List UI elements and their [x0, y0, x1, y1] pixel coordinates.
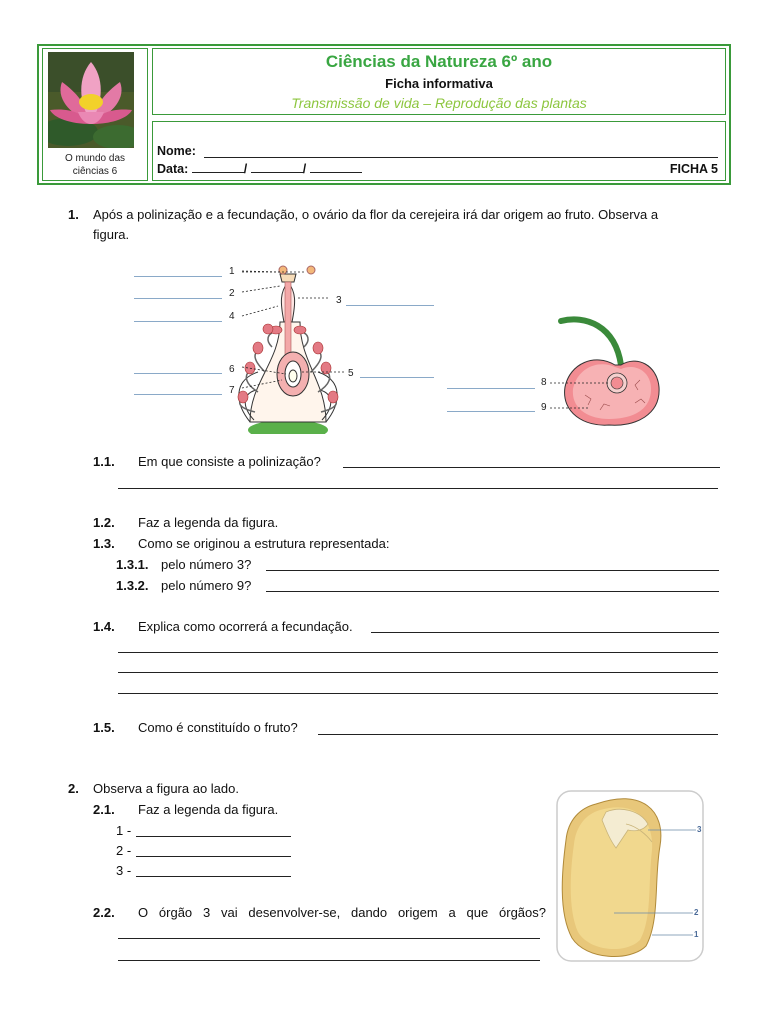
flower-label-1: 1	[229, 266, 235, 277]
flower-blank-2[interactable]	[134, 298, 222, 299]
question-1-2-text: Faz a legenda da figura.	[138, 515, 279, 530]
seed-label-1: 1	[694, 930, 699, 939]
answer-line-1-4c[interactable]	[118, 672, 718, 673]
answer-line-1-4a[interactable]	[371, 632, 719, 633]
flower-label-4: 4	[229, 311, 235, 322]
question-1-5-text: Como é constituído o fruto?	[138, 720, 298, 735]
fruit-label-8: 8	[541, 377, 547, 388]
flower-label-7: 7	[229, 385, 235, 396]
answer-line-2-2a[interactable]	[118, 938, 540, 939]
flower-label-2: 2	[229, 288, 235, 299]
flower-blank-7[interactable]	[134, 394, 222, 395]
answer-line-1-3-1[interactable]	[266, 570, 719, 571]
fruit-leader-lines	[550, 378, 620, 414]
question-1-1-text: Em que consiste a polinização?	[138, 454, 321, 469]
fruit-blank-9[interactable]	[447, 411, 535, 412]
fruit-blank-8[interactable]	[447, 388, 535, 389]
answer-line-1-5[interactable]	[318, 734, 718, 735]
legend-1-field[interactable]	[136, 836, 291, 837]
answer-line-1-1a[interactable]	[343, 467, 720, 468]
question-1-3-text: Como se originou a estrutura representada:	[138, 536, 390, 551]
question-2-2-text: O órgão 3 vai desenvolver-se, dando origem a que órgãos?	[138, 905, 546, 920]
question-2-1-number: 2.1.	[93, 802, 115, 817]
date-label: Data:	[157, 162, 189, 176]
logo-caption	[44, 152, 146, 178]
seed-label-2: 2	[694, 908, 699, 917]
logo-caption-line-1: O mundo das	[64, 153, 126, 164]
question-1-3-number: 1.3.	[93, 536, 115, 551]
lotus-flower-image	[48, 52, 134, 148]
question-1-3-2-text: pelo número 9?	[161, 578, 252, 593]
question-1-5-number: 1.5.	[93, 720, 115, 735]
name-field[interactable]	[204, 157, 718, 158]
question-1-1-number: 1.1.	[93, 454, 115, 469]
question-1	[68, 205, 722, 225]
sheet-number: FICHA 5	[669, 162, 718, 176]
question-1-4-text: Explica como ocorrerá a fecundação.	[138, 619, 353, 634]
fruit-label-9: 9	[541, 402, 547, 413]
flower-blank-6[interactable]	[134, 373, 222, 374]
flower-label-3: 3	[336, 295, 342, 306]
logo-caption-line-2: ciências 6	[72, 166, 118, 177]
topic-title: Transmissão de vida – Reprodução das plantas	[291, 95, 587, 111]
question-1-text-cont: figura.	[93, 227, 130, 242]
seed-label-3: 3	[697, 825, 702, 834]
question-1-2-number: 1.2.	[93, 515, 115, 530]
legend-3-label: 3 -	[116, 863, 132, 878]
flower-label-5: 5	[348, 368, 354, 379]
page-title: Ciências da Natureza 6º ano	[325, 52, 553, 71]
legend-3-field[interactable]	[136, 876, 291, 877]
answer-line-1-4d[interactable]	[118, 693, 718, 694]
question-1-number: 1.	[68, 207, 79, 222]
legend-2-label: 2 -	[116, 843, 132, 858]
date-row	[157, 162, 362, 176]
date-day-field[interactable]	[192, 162, 244, 173]
legend-2-field[interactable]	[136, 856, 291, 857]
question-1-text: Após a polinização e a fecundação, o ovário da flor da cerejeira irá dar origem ao fruto. Observa a	[93, 207, 659, 222]
date-sep-2: /	[302, 162, 307, 176]
question-1-3-2-number: 1.3.2.	[116, 578, 149, 593]
question-1-3-1-text: pelo número 3?	[161, 557, 252, 572]
question-1-3-1-number: 1.3.1.	[116, 557, 149, 572]
date-year-field[interactable]	[310, 162, 362, 173]
flower-blank-3[interactable]	[346, 305, 434, 306]
flower-blank-1[interactable]	[134, 276, 222, 277]
legend-1-label: 1 -	[116, 823, 132, 838]
flower-label-6: 6	[229, 364, 235, 375]
date-sep-1: /	[243, 162, 248, 176]
bean-seed-image	[556, 790, 704, 962]
name-label: Nome:	[157, 144, 196, 158]
flower-blank-5[interactable]	[360, 377, 434, 378]
question-2-1-text: Faz a legenda da figura.	[138, 802, 279, 817]
question-2-text: Observa a figura ao lado.	[93, 781, 239, 796]
date-month-field[interactable]	[251, 162, 303, 173]
question-2-2-number: 2.2.	[93, 905, 115, 920]
answer-line-1-3-2[interactable]	[266, 591, 719, 592]
question-2-number: 2.	[68, 781, 79, 796]
page-subtitle: Ficha informativa	[385, 76, 493, 91]
cherry-flower-diagram	[130, 262, 440, 434]
answer-line-1-1b[interactable]	[118, 488, 718, 489]
answer-line-2-2b[interactable]	[118, 960, 540, 961]
question-1-4-number: 1.4.	[93, 619, 115, 634]
answer-line-1-4b[interactable]	[118, 652, 718, 653]
flower-blank-4[interactable]	[134, 321, 222, 322]
